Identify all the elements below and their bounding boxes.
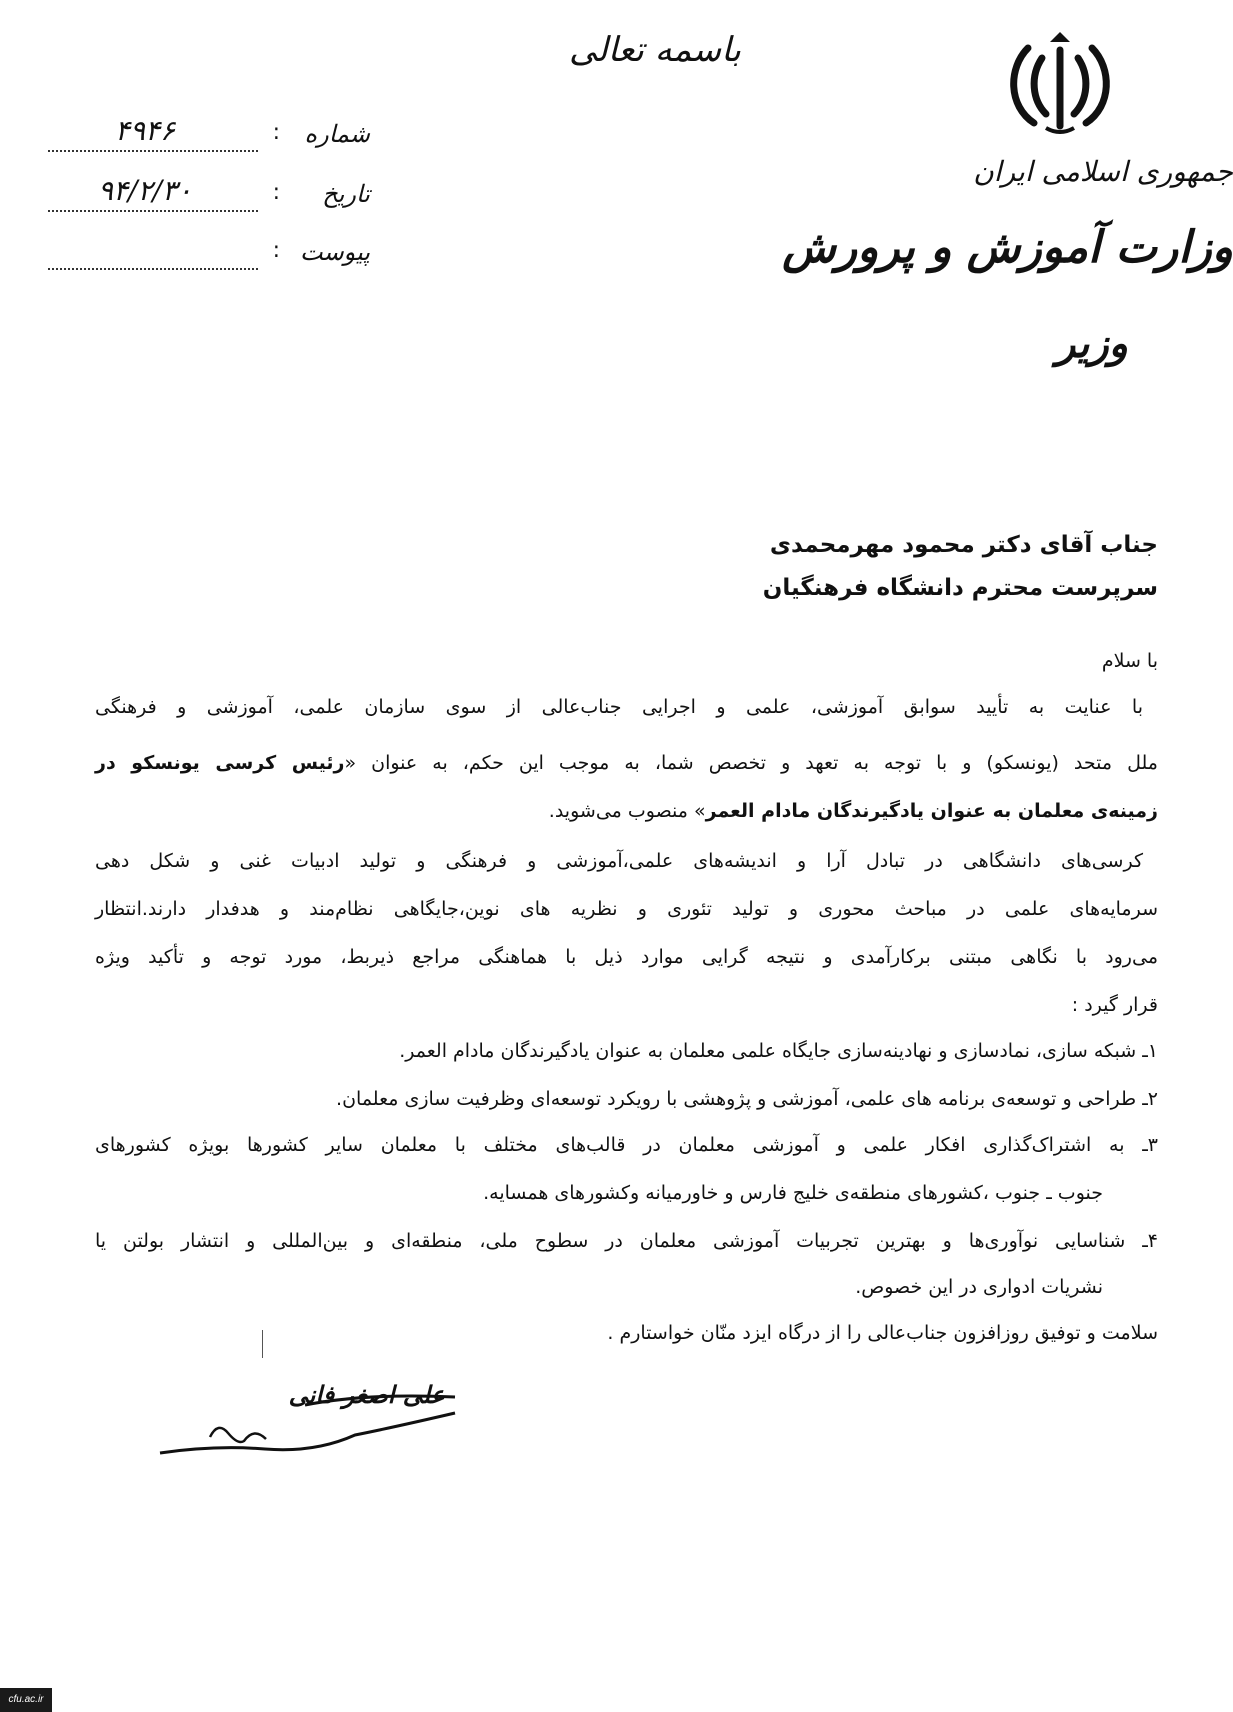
date-label: تاریخ (322, 180, 370, 208)
attachment-row (40, 238, 370, 278)
paragraph1-line3 (549, 800, 1158, 822)
paragraph1-line2-text: ملل متحد (یونسکو) و با توجه به تعهد و تخصص شما، به موجب این حکم، به عنوان « (344, 752, 1158, 774)
dotted-line (48, 149, 258, 152)
list-item-2: ۲ـ طراحی و توسعه‌ی برنامه های علمی، آموزشی و پژوهشی با رویکرد توسعه‌ای وظرفیت سازی معلمان. (336, 1088, 1158, 1110)
list-item-4-line1: ۴ـ شناسایی نوآوری‌ها و بهترین تجربیات آموزشی معلمان در سطوح ملی، منطقه‌ای و بین‌المللی و انتشار بولتن یا (95, 1230, 1158, 1252)
number-value: ۴۹۴۶ (114, 114, 176, 147)
margin-mark (262, 1330, 263, 1358)
invocation-text: باسمه تعالی (569, 30, 741, 70)
office-title: وزیر (1056, 320, 1128, 367)
ministry-name: وزارت آموزش و پرورش (782, 222, 1233, 273)
paragraph1-line1: با عنایت به تأیید سوابق آموزشی، علمی و اجرایی جناب‌عالی از سوی سازمان علمی، آموزشی و فرهنگی (95, 696, 1143, 718)
addressee-title: سرپرست محترم دانشگاه فرهنگیان (762, 575, 1158, 601)
paragraph1-line3-text: » منصوب می‌شوید. (548, 800, 706, 822)
number-row (40, 114, 370, 160)
colon: : (272, 238, 280, 263)
colon: : (272, 180, 280, 205)
paragraph2-line4: قرار گیرد : (1071, 994, 1158, 1016)
greeting: با سلام (1101, 650, 1158, 672)
number-label: شماره (304, 120, 370, 148)
paragraph2-line2: سرمایه‌های علمی در مباحث محوری و تولید تئوری و نظریه های نوین،جایگاهی نظام‌مند و هدفدار دارند.انتظار (95, 898, 1158, 920)
iran-emblem-icon (1000, 28, 1120, 138)
chair-title-part1: رئیس کرسی یونسکو در (95, 752, 345, 774)
signatory-name: علی اصغر فانی (288, 1380, 445, 1409)
colon: : (272, 120, 280, 145)
attachment-label: پیوست (300, 238, 370, 266)
list-item-4-line2: نشریات ادواری در این خصوص. (855, 1276, 1103, 1298)
list-item-3-line1: ۳ـ به اشتراک‌گذاری افکار علمی و آموزشی معلمان در قالب‌های مختلف با معلمان سایر کشورها بویژه کشورهای (95, 1134, 1158, 1156)
date-value: ۹۴/۲/۳۰ (97, 174, 193, 207)
source-badge: cfu.ac.ir (0, 1688, 52, 1712)
list-item-1: ۱ـ شبکه سازی، نمادسازی و نهادینه‌سازی جایگاه علمی معلمان به عنوان یادگیرندگان مادام العمر. (399, 1040, 1158, 1062)
republic-name: جمهوری اسلامی ایران (973, 155, 1233, 188)
paragraph2-line1: کرسی‌های دانشگاهی در تبادل آرا و اندیشه‌های علمی،آموزشی و فرهنگی و تولید ادبیات غنی و شکل دهی (95, 850, 1143, 872)
dotted-line (48, 267, 258, 270)
paragraph1-line2 (95, 752, 1158, 774)
paragraph2-line3: می‌رود با نگاهی مبتنی برکارآمدی و نتیجه گرایی موارد ذیل با هماهنگی مراجع ذیربط، مورد توجه و تأکید ویژه (95, 946, 1158, 968)
date-row (40, 174, 370, 220)
addressee-name: جناب آقای دکتر محمود مهرمحمدی (769, 532, 1158, 558)
chair-title-part2: زمینه‌ی معلمان به عنوان یادگیرندگان مادام العمر (705, 800, 1158, 822)
closing-line: سلامت و توفیق روزافزون جناب‌عالی را از درگاه ایزد منّان خواستارم . (607, 1322, 1158, 1344)
list-item-3-line2: جنوب ـ جنوب ،کشورهای منطقه‌ی خلیج فارس و خاورمیانه وکشورهای همسایه. (483, 1182, 1103, 1204)
dotted-line (48, 209, 258, 212)
